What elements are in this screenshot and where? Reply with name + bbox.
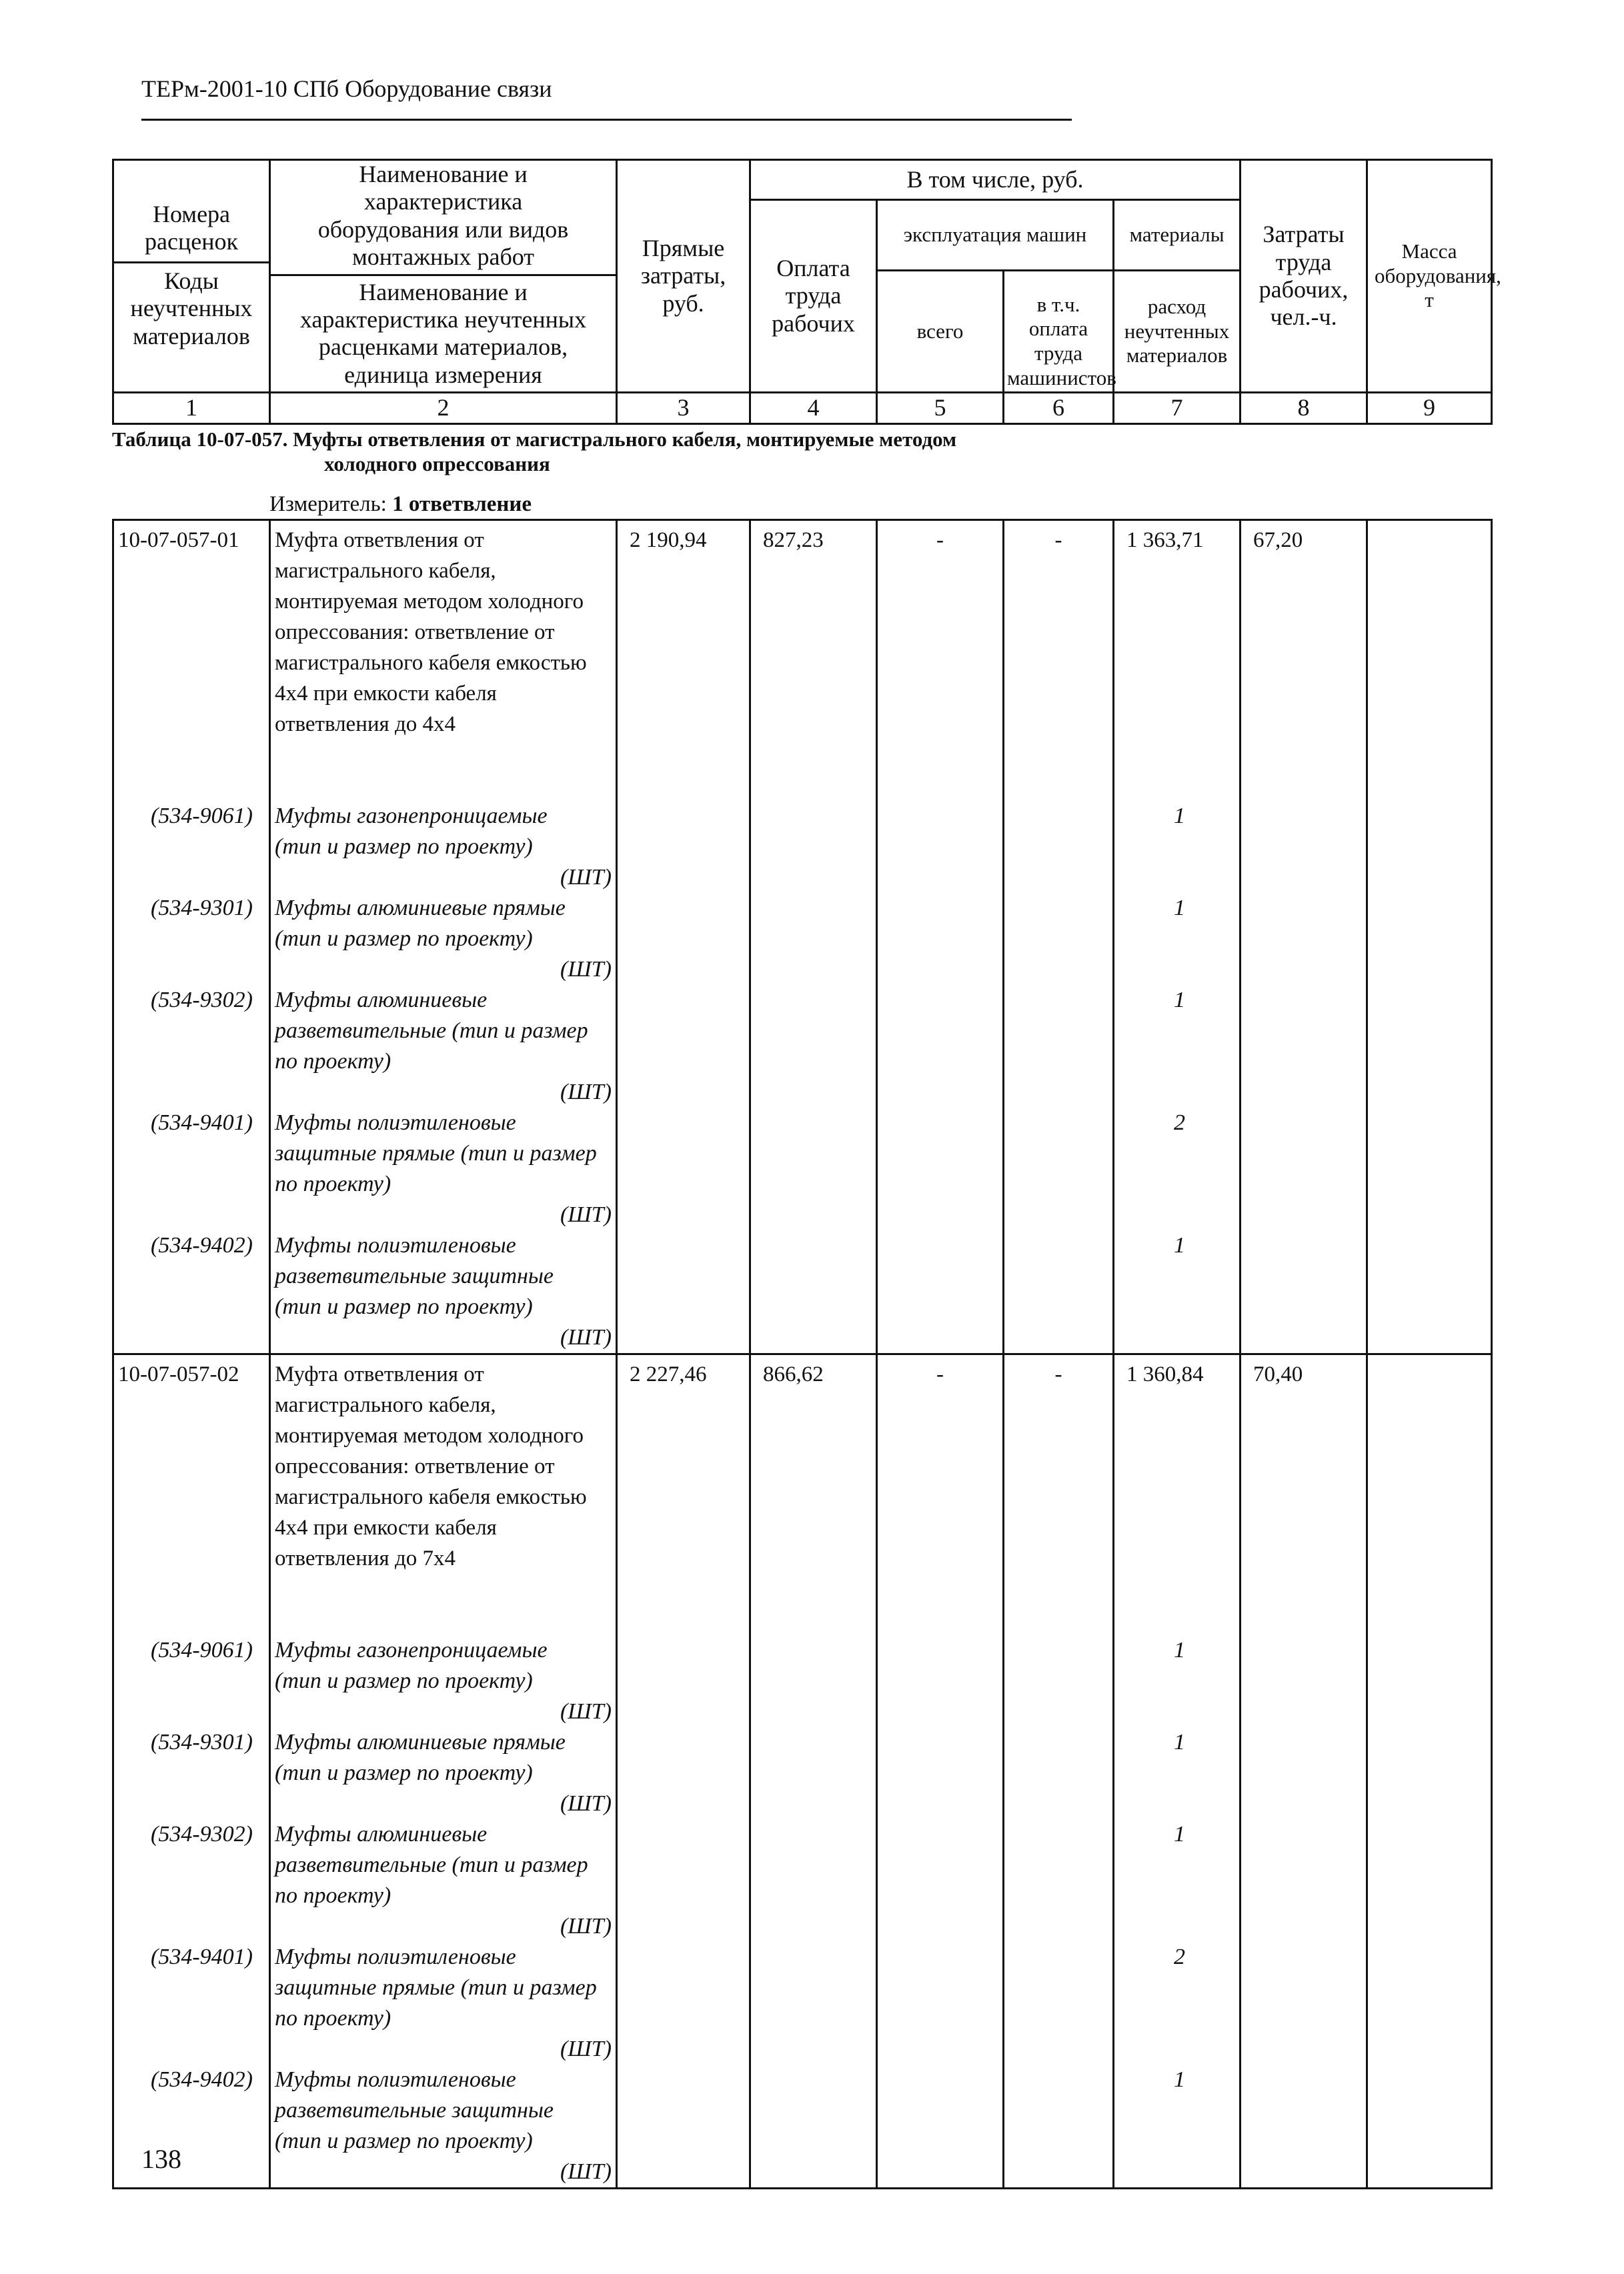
empty-cell	[750, 1230, 877, 1354]
material-quantity: 1	[1114, 801, 1241, 893]
rate-name-line: магистрального кабеля емкостью	[275, 1485, 587, 1509]
material-code: (534-9061)	[113, 801, 270, 893]
rate-name	[270, 1354, 617, 1574]
material-row	[113, 2065, 1492, 2189]
empty-cell	[750, 985, 877, 1108]
measure-label: Измеритель:	[269, 492, 387, 516]
material-name-line: (тип и размер по проекту)	[275, 2129, 533, 2153]
empty-cell	[1241, 1230, 1367, 1354]
empty-cell	[617, 1108, 750, 1230]
material-name-line: Муфты алюминиевые	[275, 988, 488, 1012]
spacer-cell	[1114, 740, 1241, 801]
col-number: 7	[1114, 393, 1241, 424]
page-number: 138	[141, 2144, 181, 2174]
col6-header	[1004, 271, 1114, 393]
rate-code: 10-07-057-02	[113, 1354, 270, 1574]
empty-cell	[1004, 1108, 1114, 1230]
material-row	[113, 1819, 1492, 1942]
rate-name-line: 4х4 при емкости кабеля	[275, 1516, 497, 1540]
empty-cell	[1367, 1819, 1492, 1942]
col-number: 8	[1241, 393, 1367, 424]
material-name-line: разветвительные (тип и размер	[275, 1853, 588, 1877]
material-unit: (ШТ)	[560, 865, 612, 890]
rate-name-line: Муфта ответвления от	[275, 1362, 484, 1386]
spacer-cell	[270, 740, 617, 801]
material-code: (534-9402)	[113, 1230, 270, 1354]
col3-header: Прямые затраты, руб.	[617, 160, 750, 393]
table-title-line1: Таблица 10-07-057. Муфты ответвления от магистрального кабеля, монтируемые методом	[112, 427, 957, 451]
empty-cell	[1367, 893, 1492, 985]
material-quantity: 1	[1114, 985, 1241, 1108]
measure-value: 1 ответвление	[392, 492, 532, 516]
spacer-cell	[1367, 1574, 1492, 1635]
col1-bottom-label: Коды неучтенных материалов	[114, 261, 269, 354]
labor-cost: 827,23	[750, 520, 877, 740]
material-name	[270, 1635, 617, 1727]
material-row	[113, 893, 1492, 985]
spacer-cell	[1004, 740, 1114, 801]
empty-cell	[617, 1230, 750, 1354]
empty-cell	[617, 1819, 750, 1942]
empty-cell	[617, 1635, 750, 1727]
col-number: 2	[270, 393, 617, 424]
material-code: (534-9301)	[113, 1727, 270, 1819]
material-name-line: Муфты алюминиевые прямые	[275, 1730, 566, 1755]
material-name	[270, 1108, 617, 1230]
machinist-cost: -	[1004, 1354, 1114, 1574]
spacer-cell	[1241, 740, 1367, 801]
col-number: 4	[750, 393, 877, 424]
material-unit: (ШТ)	[560, 1699, 612, 1724]
spacer-cell	[617, 1574, 750, 1635]
direct-cost: 2 190,94	[617, 520, 750, 740]
empty-cell	[1241, 893, 1367, 985]
material-unit: (ШТ)	[560, 2159, 612, 2184]
empty-cell	[877, 1635, 1004, 1727]
rate-code: 10-07-057-01	[113, 520, 270, 740]
material-name	[270, 2065, 617, 2189]
empty-cell	[750, 801, 877, 893]
empty-cell	[1241, 985, 1367, 1108]
material-quantity: 1	[1114, 2065, 1241, 2189]
col-number: 1	[113, 393, 270, 424]
material-name-line: Муфты полиэтиленовые	[275, 1233, 516, 1258]
empty-cell	[617, 985, 750, 1108]
rate-name-line: ответвления до 4х4	[275, 712, 456, 736]
empty-cell	[877, 1108, 1004, 1230]
spacer-cell	[270, 1574, 617, 1635]
material-unit: (ШТ)	[560, 1325, 612, 1350]
material-name	[270, 801, 617, 893]
spacer-cell	[617, 740, 750, 801]
col1-top-label: Номера расценок	[145, 201, 238, 255]
col2-header	[270, 160, 617, 393]
empty-cell	[1004, 1819, 1114, 1942]
labor-hours: 67,20	[1241, 520, 1367, 740]
material-name-line: Муфты алюминиевые прямые	[275, 896, 566, 920]
column-number-row	[113, 393, 1492, 424]
material-quantity: 1	[1114, 1727, 1241, 1819]
table-title	[112, 427, 1246, 476]
material-name-line: по проекту)	[275, 1172, 391, 1196]
material-row	[113, 1942, 1492, 2065]
empty-cell	[1004, 1230, 1114, 1354]
equipment-mass	[1367, 1354, 1492, 1574]
material-unit: (ШТ)	[560, 1080, 612, 1104]
material-row	[113, 1230, 1492, 1354]
table-title-line2: холодного опрессования	[324, 452, 550, 476]
equipment-mass	[1367, 520, 1492, 740]
material-quantity: 1	[1114, 1819, 1241, 1942]
labor-cost: 866,62	[750, 1354, 877, 1574]
empty-cell	[1241, 1635, 1367, 1727]
empty-cell	[1367, 1230, 1492, 1354]
col2-bottom-label: Наименование и характеристика неучтенных расценками материалов, единица измерения	[271, 274, 616, 392]
material-quantity: 2	[1114, 1108, 1241, 1230]
spacer-cell	[750, 740, 877, 801]
spacer-cell	[113, 740, 270, 801]
material-name-line: (тип и размер по проекту)	[275, 1668, 533, 1693]
empty-cell	[1004, 1727, 1114, 1819]
spacer-cell	[750, 1574, 877, 1635]
col6-label: в т.ч. оплата труда машинистов	[1007, 292, 1116, 389]
col8-header: Затраты труда рабочих, чел.-ч.	[1241, 160, 1367, 393]
spacer-cell	[113, 1574, 270, 1635]
rate-name-line: ответвления до 7х4	[275, 1546, 456, 1570]
rate-name-line: магистрального кабеля емкостью	[275, 651, 587, 675]
material-name-line: защитные прямые (тип и размер	[275, 1141, 597, 1166]
material-code: (534-9301)	[113, 893, 270, 985]
material-name-line: разветвительные защитные	[275, 2098, 554, 2123]
material-row	[113, 801, 1492, 893]
rate-name	[270, 520, 617, 740]
material-code: (534-9401)	[113, 1108, 270, 1230]
material-name-line: Муфты полиэтиленовые	[275, 1110, 516, 1135]
col2-top-label: Наименование и характеристика оборудования или видов монтажных работ	[317, 161, 569, 271]
material-name-line: Муфты полиэтиленовые	[275, 1945, 516, 1969]
rate-name-line: монтируемая методом холодного	[275, 590, 584, 614]
empty-cell	[877, 1942, 1004, 2065]
material-unit: (ШТ)	[560, 2037, 612, 2061]
rate-row	[113, 520, 1492, 740]
material-row	[113, 1635, 1492, 1727]
empty-cell	[1241, 1727, 1367, 1819]
empty-cell	[1367, 985, 1492, 1108]
col-number: 3	[617, 393, 750, 424]
empty-cell	[617, 893, 750, 985]
material-quantity: 2	[1114, 1942, 1241, 2065]
empty-cell	[1004, 2065, 1114, 2189]
material-unit: (ШТ)	[560, 1791, 612, 1816]
material-name-line: по проекту)	[275, 2006, 391, 2031]
empty-cell	[1004, 1942, 1114, 2065]
rate-name-line: магистрального кабеля,	[275, 559, 496, 583]
machine-cost: -	[877, 520, 1004, 740]
material-row	[113, 985, 1492, 1108]
empty-cell	[1367, 1635, 1492, 1727]
rate-name-line: Муфта ответвления от	[275, 528, 484, 552]
running-header: ТЕРм-2001-10 СПб Оборудование связи	[141, 75, 552, 102]
rates-table	[112, 519, 1493, 2189]
material-name-line: (тип и размер по проекту)	[275, 834, 533, 859]
group-header: В том числе, руб.	[750, 160, 1241, 200]
machine-cost: -	[877, 1354, 1004, 1574]
rate-name-line: опрессования: ответвление от	[275, 1454, 555, 1478]
empty-cell	[1241, 1942, 1367, 2065]
material-name-line: (тип и размер по проекту)	[275, 1761, 533, 1785]
material-row	[113, 1727, 1492, 1819]
empty-cell	[877, 985, 1004, 1108]
material-name-line: Муфты газонепроницаемые	[275, 804, 548, 828]
empty-cell	[877, 801, 1004, 893]
material-row	[113, 1108, 1492, 1230]
rate-name-line: 4х4 при емкости кабеля	[275, 682, 497, 706]
materials-cost: 1 360,84	[1114, 1354, 1241, 1574]
material-name-line: по проекту)	[275, 1883, 391, 1908]
empty-cell	[1241, 801, 1367, 893]
material-quantity: 1	[1114, 1230, 1241, 1354]
spacer-cell	[1114, 1574, 1241, 1635]
rate-row	[113, 1354, 1492, 1574]
material-code: (534-9402)	[113, 2065, 270, 2189]
empty-cell	[877, 1819, 1004, 1942]
empty-cell	[877, 1727, 1004, 1819]
material-name	[270, 1230, 617, 1354]
material-name	[270, 893, 617, 985]
row-spacer	[113, 740, 1492, 801]
empty-cell	[1004, 893, 1114, 985]
empty-cell	[877, 2065, 1004, 2189]
material-name	[270, 1819, 617, 1942]
material-code: (534-9302)	[113, 1819, 270, 1942]
rate-name-line: магистрального кабеля,	[275, 1393, 496, 1417]
material-code: (534-9061)	[113, 1635, 270, 1727]
col1-header	[113, 160, 270, 393]
labor-hours: 70,40	[1241, 1354, 1367, 1574]
col4-header: Оплата труда рабочих	[750, 200, 877, 393]
empty-cell	[750, 893, 877, 985]
column-header-table	[112, 159, 1501, 425]
empty-cell	[1367, 1942, 1492, 2065]
empty-cell	[750, 2065, 877, 2189]
material-quantity: 1	[1114, 1635, 1241, 1727]
empty-cell	[877, 1230, 1004, 1354]
empty-cell	[877, 893, 1004, 985]
rate-name-line: монтируемая методом холодного	[275, 1424, 584, 1448]
col-number: 5	[877, 393, 1004, 424]
empty-cell	[1241, 1108, 1367, 1230]
empty-cell	[750, 1635, 877, 1727]
empty-cell	[750, 1108, 877, 1230]
empty-cell	[1004, 1635, 1114, 1727]
empty-cell	[1004, 985, 1114, 1108]
material-name	[270, 1727, 617, 1819]
material-name-line: Муфты алюминиевые	[275, 1822, 488, 1847]
empty-cell	[750, 1819, 877, 1942]
material-name-line: Муфты полиэтиленовые	[275, 2067, 516, 2092]
empty-cell	[617, 2065, 750, 2189]
material-code: (534-9401)	[113, 1942, 270, 2065]
materials-cost: 1 363,71	[1114, 520, 1241, 740]
material-unit: (ШТ)	[560, 957, 612, 982]
empty-cell	[617, 1727, 750, 1819]
material-name	[270, 1942, 617, 2065]
empty-cell	[1241, 1819, 1367, 1942]
empty-cell	[1004, 801, 1114, 893]
material-unit: (ШТ)	[560, 1914, 612, 1939]
col9-header: Масса оборудования, т	[1367, 160, 1492, 393]
material-unit: (ШТ)	[560, 1202, 612, 1227]
spacer-cell	[1241, 1574, 1367, 1635]
empty-cell	[750, 1727, 877, 1819]
machinist-cost: -	[1004, 520, 1114, 740]
material-quantity: 1	[1114, 893, 1241, 985]
col-number: 9	[1367, 393, 1492, 424]
empty-cell	[1367, 1108, 1492, 1230]
material-name-line: (тип и размер по проекту)	[275, 926, 533, 951]
spacer-cell	[877, 740, 1004, 801]
spacer-cell	[1004, 1574, 1114, 1635]
col-number: 6	[1004, 393, 1114, 424]
row-spacer	[113, 1574, 1492, 1635]
materials-header: материалы	[1114, 200, 1241, 271]
material-name-line: разветвительные (тип и размер	[275, 1018, 588, 1043]
empty-cell	[1367, 1727, 1492, 1819]
material-name-line: по проекту)	[275, 1049, 391, 1074]
header-rule	[141, 119, 1072, 121]
col5-header: всего	[877, 271, 1004, 393]
material-name-line: разветвительные защитные	[275, 1264, 554, 1288]
spacer-cell	[1367, 740, 1492, 801]
material-code: (534-9302)	[113, 985, 270, 1108]
empty-cell	[1367, 801, 1492, 893]
empty-cell	[617, 1942, 750, 2065]
empty-cell	[750, 1942, 877, 2065]
direct-cost: 2 227,46	[617, 1354, 750, 1574]
exploitation-header: эксплуатация машин	[877, 200, 1114, 271]
material-name-line: Муфты газонепроницаемые	[275, 1638, 548, 1662]
spacer-cell	[877, 1574, 1004, 1635]
material-name-line: (тип и размер по проекту)	[275, 1294, 533, 1319]
measure-unit	[269, 492, 532, 517]
material-name-line: защитные прямые (тип и размер	[275, 1975, 597, 2000]
col7-header: расход неучтенных материалов	[1114, 271, 1241, 393]
rate-name-line: опрессования: ответвление от	[275, 620, 555, 644]
empty-cell	[1241, 2065, 1367, 2189]
material-name	[270, 985, 617, 1108]
empty-cell	[1367, 2065, 1492, 2189]
empty-cell	[617, 801, 750, 893]
